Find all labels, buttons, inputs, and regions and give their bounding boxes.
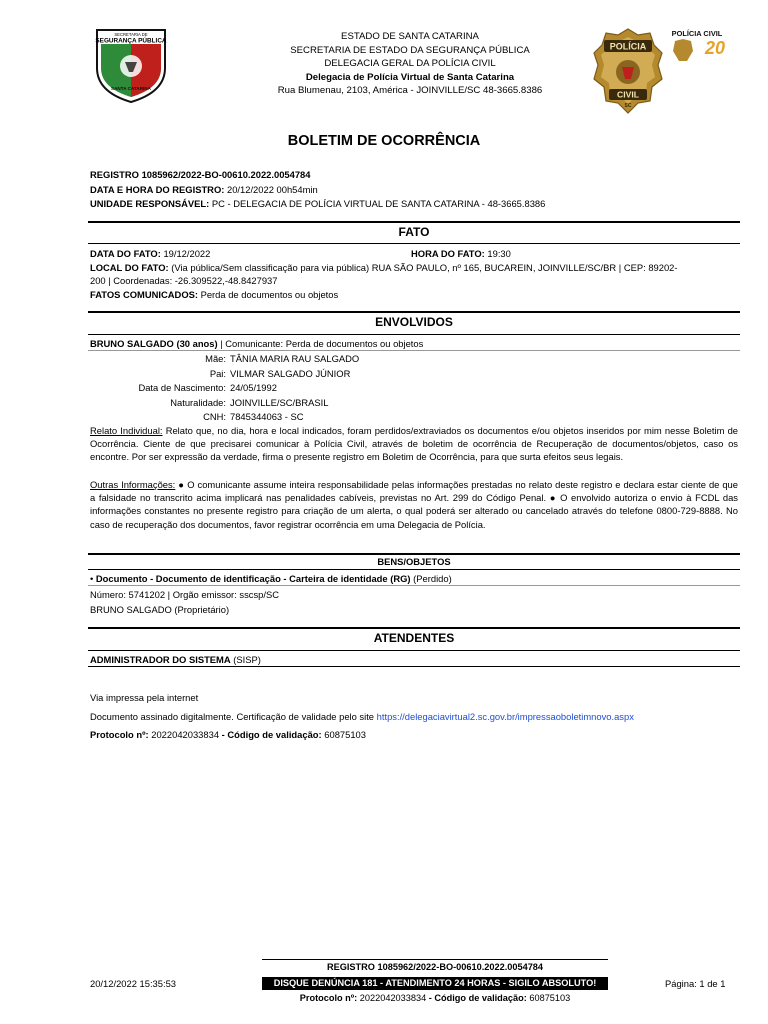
bens-item-status: (Perdido) (413, 573, 452, 584)
police-anniversary-logo (663, 27, 733, 63)
bens-item-owner: BRUNO SALGADO (Proprietário) (90, 604, 230, 615)
envolvidos-bottom-rule (88, 334, 740, 335)
fato-time: HORA DO FATO: 19:30 (411, 248, 511, 259)
digital-signature-note: Documento assinado digitalmente. Certificação de validade pelo site https://delegaciavirtual2.sc.gov.br/impressaoboletimnovo.aspx (90, 711, 634, 722)
registration-unit: UNIDADE RESPONSÁVEL: PC - DELEGACIA DE POLÍCIA VIRTUAL DE SANTA CATARINA - 48-3665.8386 (90, 198, 546, 209)
fato-heading: FATO (398, 225, 430, 239)
footer-protocol: Protocolo nº: 2022042033834 - Código de validação: 60875103 (299, 993, 571, 1003)
header-block (200, 30, 620, 98)
fato-date-value: 19/12/2022 (163, 248, 211, 259)
individual-report-text: Relato que, no dia, hora e local indicados, foram perdidos/extraviados os documentos e/ou objetos inseridos por mim nesse Boletim de Ocorrência. Ciente de que precisarei comunicar à Polícia Civil, através de boletim de ocorrência de Recuperação de documentos/objetos, caso os encontre. Por ser expressão da verdade, firma o presente registro em Boletim de Ocorrência, para que surta efeitos seus legais. (90, 425, 738, 463)
individual-report (90, 424, 738, 464)
other-info (90, 478, 738, 531)
fato-bottom-rule (88, 243, 740, 244)
bens-item-bullet: • (90, 573, 94, 584)
fato-communicated: FATOS COMUNICADOS: Perda de documentos ou objetos (90, 289, 339, 300)
individual-report-label: Relato Individual: (90, 425, 163, 436)
atendentes-heading: ATENDENTES (373, 631, 455, 645)
registration-number: REGISTRO 1085962/2022-BO-00610.2022.0054784 (90, 169, 311, 180)
person-field-father: Pai: VILMAR SALGADO JÚNIOR (209, 367, 351, 379)
atendentes-bottom-rule (88, 650, 740, 651)
fato-location: LOCAL DO FATO: (Via pública/Sem classificação para via pública) RUA SÃO PAULO, nº 165, BUCAREIN, JOINVILLE/SC/BR | CEP: 89202- 200 | Coordenadas: -26.309522,-48.8427937 (90, 262, 678, 286)
header-line-police: DELEGACIA GERAL DA POLÍCIA CIVIL (324, 58, 496, 69)
attendant-suffix: (SISP) (233, 654, 261, 665)
bens-bottom-rule (88, 569, 740, 570)
bens-item-rule (88, 585, 740, 586)
footer-banner: DISQUE DENÚNCIA 181 - ATENDIMENTO 24 HORAS - SIGILO ABSOLUTO! (262, 977, 608, 990)
civil-police-badge (592, 27, 664, 115)
header-address: Rua Blumenau, 2103, América - JOINVILLE/SC 48-3665.8386 (277, 85, 543, 96)
corner-label-text: POLÍCIA CIVIL (671, 29, 723, 38)
corner-number-text: 20 (704, 38, 726, 58)
footer-page-number: Página: 1 de 1 (665, 978, 726, 989)
logo-left-bottom-text: SANTA CATARINA (111, 86, 151, 91)
fato-top-rule (88, 221, 740, 223)
badge-sc-text: SC (624, 103, 632, 109)
logo-left-top-text: SECRETARIA DE (114, 32, 148, 37)
badge-bottom-text: CIVIL (617, 89, 639, 100)
atendentes-top-rule (88, 627, 740, 629)
envolvidos-heading: ENVOLVIDOS (375, 315, 453, 329)
bens-item (90, 572, 738, 585)
registration-block (90, 168, 740, 212)
logo-left-main-text: SEGURANÇA PÚBLICA (95, 37, 167, 45)
footer-datetime: 20/12/2022 15:35:53 (90, 978, 177, 989)
footer-registro: REGISTRO 1085962/2022-BO-00610.2022.0054784 (326, 962, 544, 972)
bens-heading: BENS/OBJETOS (377, 556, 451, 567)
person-details (90, 352, 590, 425)
bens-item-description: Documento - Documento de identificação - Carteira de identidade (RG) (95, 573, 411, 584)
person-name: BRUNO SALGADO (30 anos) (90, 338, 218, 349)
badge-top-text: POLÍCIA (609, 41, 647, 52)
person-field-cnh: CNH: 7845344063 - SC (203, 411, 304, 422)
attendant-name: ADMINISTRADOR DO SISTEMA (90, 654, 231, 665)
validation-protocol: Protocolo nº: 2022042033834 - Código de validação: 60875103 (90, 729, 366, 740)
print-via-note: Via impressa pela internet (90, 692, 199, 703)
person-field-birthdate: Data de Nascimento: 24/05/1992 (138, 382, 277, 393)
attendant (90, 653, 738, 666)
document-title: BOLETIM DE OCORRÊNCIA (287, 133, 481, 149)
header-unit-name: Delegacia de Polícia Virtual de Santa Catarina (305, 71, 515, 83)
person-header (90, 337, 738, 350)
registration-datetime: DATA E HORA DO REGISTRO: 20/12/2022 00h54min (90, 183, 318, 195)
security-secretariat-logo (93, 24, 169, 104)
other-info-label: Outras Informações: (90, 479, 176, 490)
other-info-text: ● O comunicante assume inteira responsabilidade pelas informações prestadas no relato deste registro e declara estar ciente de que a falsidade no transcrito acima implicará nas penalidades cabíveis, previstas no Art. 299 do Código Penal. ● O envolvido autoriza o envio à FCDL das informações constantes no presente registro para criação de um alerta, o qual poderá ser alterado ou cancelado através do telefone 0800-729-8888. No caso de recuperação dos documentos, favor registrar ocorrência em uma Delegacia de Polícia. (90, 479, 738, 530)
person-field-birthplace: Naturalidade: JOINVILLE/SC/BRASIL (170, 396, 329, 408)
fato-date-row: DATA DO FATO: 19/12/2022 HORA DO FATO: 19:30 (90, 248, 511, 259)
bens-top-rule (88, 553, 740, 555)
person-role: | Comunicante: Perda de documentos ou objetos (220, 338, 424, 349)
validation-url-link[interactable]: https://delegaciavirtual2.sc.gov.br/impressaoboletimnovo.aspx (376, 711, 634, 722)
header-line-secretariat: SECRETARIA DE ESTADO DA SEGURANÇA PÚBLICA (290, 44, 530, 56)
attendant-rule (88, 666, 740, 667)
person-field-mother: Mãe: TÂNIA MARIA RAU SALGADO (205, 353, 360, 364)
footer-rule (262, 959, 608, 960)
person-rule (88, 350, 740, 351)
envolvidos-top-rule (88, 311, 740, 313)
bens-item-number: Número: 5741202 | Orgão emissor: sscsp/SC (90, 589, 279, 600)
header-line-state: ESTADO DE SANTA CATARINA (341, 31, 479, 42)
